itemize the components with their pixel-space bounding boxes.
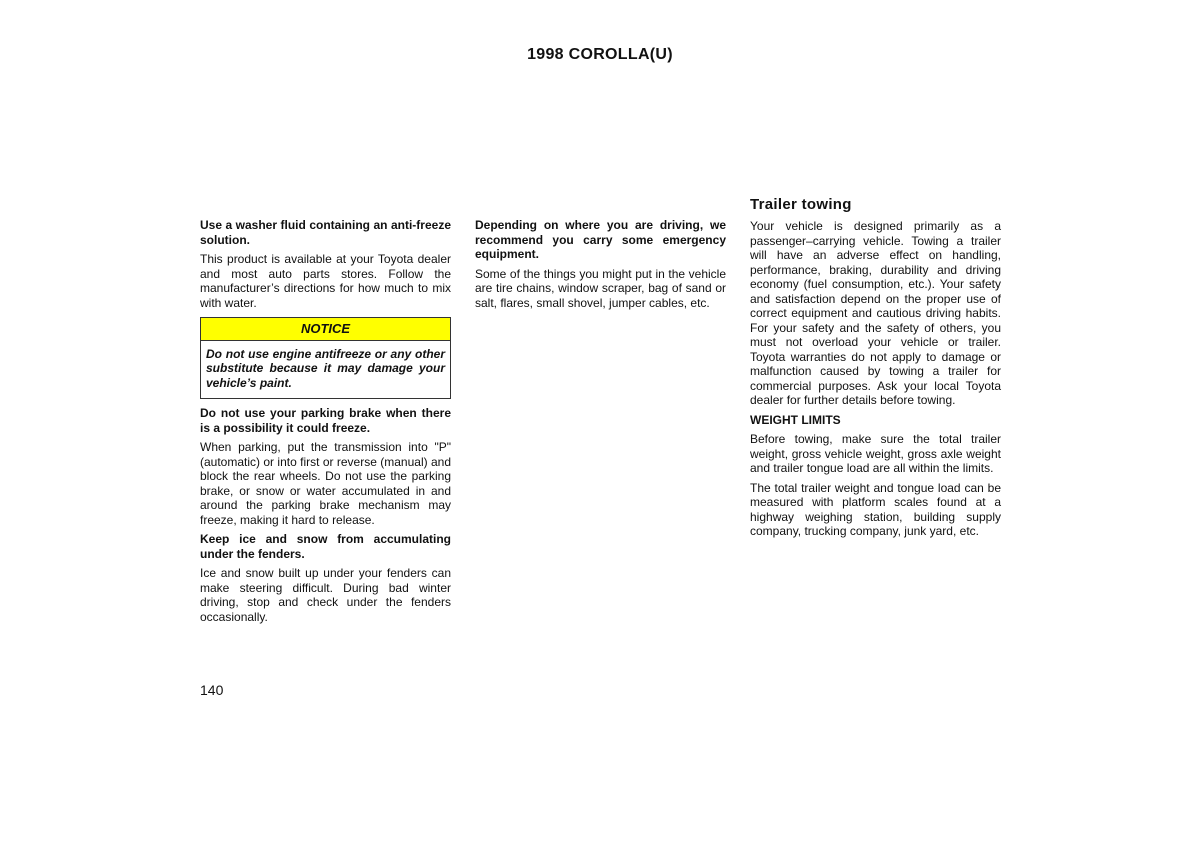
weight-limits-heading: WEIGHT LIMITS xyxy=(750,412,841,427)
trailer-towing-text: Your vehicle is designed primarily as a passenger–carrying vehicle. Towing a trailer will have an adverse effect on handling, performance, braking, durability and driving economy (fuel consumption, etc.). Your safety and satisfaction depend on the proper use of correct equipment and cautious driving habits. For your safety and the safety of others, you must not overload your vehicle or trailer. Toyota warranties do not apply to damage or malfunction caused by towing a trailer for commercial purposes. Ask your local Toyota dealer for further details before towing. xyxy=(750,219,1001,407)
page-title: 1998 COROLLA(U) xyxy=(527,46,673,63)
notice-box xyxy=(200,317,451,399)
left-column xyxy=(200,218,451,629)
emergency-equipment-heading: Depending on where you are driving, we recommend you carry some emergency equipment. xyxy=(475,218,726,261)
fenders-heading: Keep ice and snow from accumulating under the fenders. xyxy=(200,532,451,561)
page-number: 140 xyxy=(200,682,224,698)
washer-fluid-text: This product is available at your Toyota dealer and most auto parts stores. Follow the manufacturer’s directions for how much to mix with water. xyxy=(200,252,451,310)
notice-text: Do not use engine antifreeze or any other substitute because it may damage your vehicle’s paint. xyxy=(206,346,445,390)
parking-brake-heading: Do not use your parking brake when there is a possibility it could freeze. xyxy=(200,406,451,435)
emergency-equipment-text: Some of the things you might put in the vehicle are tire chains, window scraper, bag of sand or salt, flares, small shovel, jumper cables, etc. xyxy=(475,266,726,310)
middle-column xyxy=(475,218,726,315)
washer-fluid-heading: Use a washer fluid containing an anti-freeze solution. xyxy=(200,218,451,247)
right-column xyxy=(750,196,1001,544)
fenders-text: Ice and snow built up under your fenders can make steering difficult. During bad winter driving, stop and check under the fenders occasionally. xyxy=(200,566,451,624)
notice-label: NOTICE xyxy=(201,318,450,341)
weight-limits-text: Before towing, make sure the total trailer weight, gross vehicle weight, gross axle weight and trailer tongue load are all within the limits. xyxy=(750,432,1001,475)
weighing-text: The total trailer weight and tongue load can be measured with platform scales found at a highway weighing station, building supply company, trucking company, junk yard, etc. xyxy=(750,480,1001,538)
parking-brake-text: When parking, put the transmission into "P" (automatic) or into first or reverse (manual) and block the rear wheels. Do not use the parking brake, or snow or water accumulated in and around the parking brake mechanism may freeze, making it hard to release. xyxy=(200,440,451,527)
trailer-towing-title: Trailer towing xyxy=(750,196,852,213)
